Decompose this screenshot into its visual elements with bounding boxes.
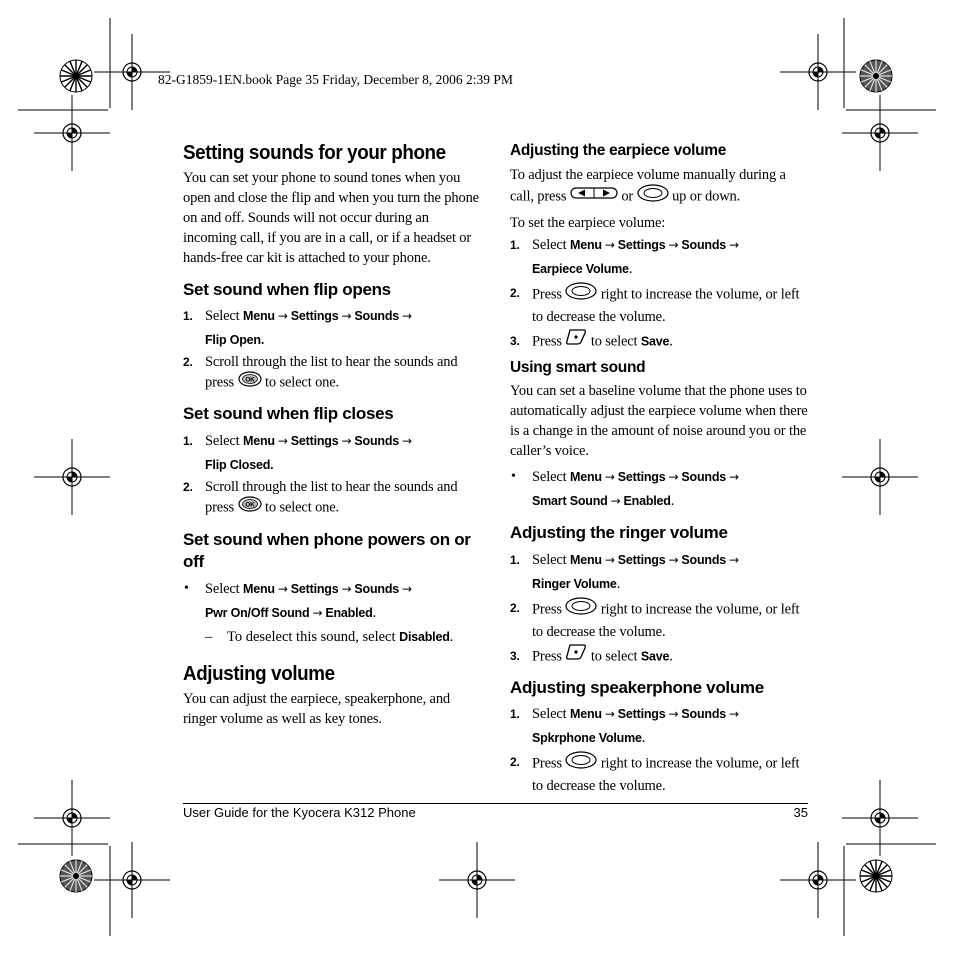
list-item	[510, 281, 810, 327]
menu-label: Menu	[570, 237, 602, 252]
sounds-label: Sounds	[681, 470, 727, 485]
menu-label: Menu	[243, 433, 275, 448]
arrow-icon: →	[277, 581, 288, 596]
heading-smart-sound: Using smart sound	[510, 358, 646, 376]
step-text: Select	[532, 551, 567, 568]
power-sound-steps	[183, 577, 479, 625]
footer-rule	[183, 803, 808, 804]
list-item: 1. Select Menu → Settings → Sounds → Earpiece Volume.	[510, 233, 810, 281]
earpiece-intro	[510, 165, 810, 209]
nav-key-icon	[565, 597, 597, 621]
list-item: • Select Menu → Settings → Sounds → Pwr On/Off Sound → Enabled.	[183, 577, 479, 625]
bullet: •	[184, 580, 189, 596]
smart-sound-text: You can set a baseline volume that the phone uses to automatically adjust the earpiece volume when there is a change in the amount of noise around you or the caller’s voice.	[510, 383, 808, 460]
list-item: 3. Press to select Save.	[510, 327, 810, 355]
step-number: 2.	[510, 285, 520, 300]
smart-sound-steps	[510, 465, 810, 513]
print-slug: 82-G1859-1EN.book Page 35 Friday, December 8, 2006 2:39 PM	[158, 72, 513, 87]
step-text: Press	[532, 600, 562, 617]
arrow-icon: →	[729, 706, 739, 721]
side-volume-key-icon	[570, 186, 618, 206]
step-text: right to increase the volume, or left to decrease the volume.	[532, 755, 800, 794]
nav-key-icon	[565, 282, 597, 306]
arrow-icon: →	[604, 706, 615, 721]
step-text: to select one.	[265, 499, 340, 516]
step-number: 1.	[510, 237, 520, 252]
ringer-volume-label: Ringer Volume	[532, 576, 617, 591]
flip-open-steps	[183, 304, 479, 394]
sounds-label: Sounds	[681, 237, 727, 252]
step-text: to select one.	[265, 374, 340, 391]
arrow-icon: →	[341, 433, 352, 448]
list-item: • Select Menu → Settings → Sounds → Smart Sound → Enabled.	[510, 465, 810, 513]
settings-label: Settings	[290, 433, 339, 448]
heading-earpiece-volume: Adjusting the earpiece volume	[510, 142, 727, 159]
heading-power-sound: Set sound when phone powers on or off	[183, 529, 471, 571]
sounds-label: Sounds	[681, 706, 727, 721]
menu-label: Menu	[570, 706, 602, 721]
step-text: Press	[532, 647, 562, 664]
step-text: Select	[532, 469, 567, 486]
svg-text:OK: OK	[244, 501, 255, 509]
step-text: Select	[532, 236, 567, 253]
menu-label: Menu	[570, 552, 602, 567]
nav-key-icon	[637, 184, 669, 208]
arrow-icon: →	[729, 470, 739, 485]
step-text: Press	[532, 332, 562, 349]
text: To adjust the earpiece volume manually during a call, press	[510, 166, 786, 204]
settings-label: Settings	[617, 470, 666, 485]
ringer-steps	[510, 548, 810, 670]
arrow-icon: →	[604, 237, 615, 252]
left-column	[183, 142, 479, 729]
step-number: 2.	[510, 754, 520, 769]
arrow-icon: →	[668, 552, 679, 567]
text: or	[621, 187, 634, 204]
arrow-icon: →	[312, 605, 323, 620]
arrow-icon: →	[277, 309, 288, 324]
arrow-icon: →	[341, 309, 352, 324]
settings-label: Settings	[617, 237, 666, 252]
step-text: right to increase the volume, or left to decrease the volume.	[532, 600, 800, 640]
list-item: 3. Press to select Save.	[510, 642, 810, 670]
speakerphone-steps	[510, 702, 810, 796]
page-number: 35	[793, 805, 808, 820]
arrow-icon: →	[277, 433, 288, 448]
arrow-icon: →	[402, 433, 412, 448]
text: up or down.	[672, 187, 741, 204]
arrow-icon: →	[341, 581, 352, 596]
flip-open-label: Flip Open.	[205, 333, 265, 348]
flip-closed-label: Flip Closed.	[205, 457, 274, 472]
heading-flip-opens: Set sound when flip opens	[183, 280, 391, 299]
step-number: 2.	[510, 600, 520, 615]
step-text: Scroll through the list to hear the sounds and press	[205, 354, 458, 391]
settings-label: Settings	[617, 552, 666, 567]
svg-text:OK: OK	[244, 376, 255, 384]
list-item	[510, 750, 810, 796]
adjusting-volume-text: You can adjust the earpiece, speakerphone, and ringer volume as well as key tones.	[183, 690, 451, 727]
ok-key-icon	[238, 496, 262, 518]
step-number: 3.	[510, 648, 520, 663]
earpiece-volume-label: Earpiece Volume	[532, 261, 629, 276]
step-text: to select	[590, 647, 638, 664]
sounds-label: Sounds	[354, 309, 400, 324]
arrow-icon: →	[668, 470, 679, 485]
list-item	[183, 429, 479, 477]
step-number: 1.	[510, 706, 520, 721]
section-title-setting-sounds: Setting sounds for your phone	[183, 142, 446, 164]
list-item	[183, 477, 479, 519]
nav-key-icon	[565, 751, 597, 775]
step-text: Press	[532, 755, 562, 772]
arrow-icon: →	[729, 552, 739, 567]
ok-key-icon	[238, 371, 262, 393]
earpiece-steps	[510, 233, 810, 355]
step-text: Select	[532, 705, 567, 722]
right-column	[510, 142, 810, 796]
step-number: 1.	[183, 433, 193, 448]
list-item: 1. Select Menu → Settings → Sounds → Spkrphone Volume.	[510, 702, 810, 750]
list-item: 1. Select Menu → Settings → Sounds → Ringer Volume.	[510, 548, 810, 596]
arrow-icon: →	[402, 309, 412, 324]
setting-sounds-intro: You can set your phone to sound tones when you open and close the flip and when you turn the phone on and off. Sounds will not occur during an incoming call, if you are in a call, or if a headset or hands-free car kit is attached to your phone.	[183, 170, 479, 266]
enabled-label: Enabled	[623, 494, 671, 509]
section-title-adjusting-volume: Adjusting volume	[183, 662, 335, 685]
dash: –	[205, 628, 213, 645]
heading-ringer-volume: Adjusting the ringer volume	[510, 523, 728, 543]
step-text: Select	[205, 432, 240, 449]
settings-label: Settings	[290, 309, 339, 324]
deselect-note: – To deselect this sound, select Disabled.	[183, 625, 479, 649]
menu-label: Menu	[243, 309, 275, 324]
list-item	[183, 352, 479, 394]
list-item	[183, 304, 479, 352]
heading-flip-closes: Set sound when flip closes	[183, 404, 394, 424]
save-label: Save	[640, 333, 670, 348]
arrow-icon: →	[610, 494, 621, 509]
arrow-icon: →	[729, 237, 739, 252]
note-text: To deselect this sound, select	[227, 628, 396, 645]
settings-label: Settings	[290, 581, 339, 596]
list-item	[510, 596, 810, 642]
arrow-icon: →	[604, 470, 615, 485]
step-number: 2.	[183, 355, 193, 370]
heading-speakerphone-volume: Adjusting speakerphone volume	[510, 677, 764, 697]
step-text: to select	[590, 332, 638, 349]
smart-sound-label: Smart Sound	[532, 494, 608, 509]
bullet: •	[511, 469, 516, 485]
arrow-icon: →	[668, 237, 679, 252]
step-text: Select	[205, 308, 240, 325]
step-number: 1.	[510, 552, 520, 567]
soft-key-icon	[565, 328, 587, 354]
arrow-icon: →	[668, 706, 679, 721]
sounds-label: Sounds	[354, 433, 400, 448]
sounds-label: Sounds	[354, 581, 400, 596]
spkrphone-volume-label: Spkrphone Volume	[532, 730, 642, 745]
disabled-label: Disabled	[399, 629, 450, 644]
step-number: 2.	[183, 479, 193, 494]
pwr-on-off-label: Pwr On/Off Sound	[205, 605, 310, 620]
save-label: Save	[640, 648, 670, 663]
step-text: Select	[205, 580, 240, 597]
sounds-label: Sounds	[681, 552, 727, 567]
enabled-label: Enabled	[325, 605, 373, 620]
settings-label: Settings	[617, 706, 666, 721]
step-number: 1.	[183, 309, 193, 324]
flip-close-steps	[183, 429, 479, 519]
earpiece-intro-2: To set the earpiece volume:	[510, 214, 666, 231]
footer-title: User Guide for the Kyocera K312 Phone	[183, 805, 416, 820]
step-text: Scroll through the list to hear the sounds and press	[205, 478, 458, 516]
menu-label: Menu	[570, 470, 602, 485]
soft-key-icon	[565, 643, 587, 669]
menu-label: Menu	[243, 581, 275, 596]
step-text: Press	[532, 285, 562, 302]
arrow-icon: →	[604, 552, 615, 567]
arrow-icon: →	[402, 581, 412, 596]
step-text: right to increase the volume, or left to decrease the volume.	[532, 285, 800, 325]
step-number: 3.	[510, 333, 520, 348]
